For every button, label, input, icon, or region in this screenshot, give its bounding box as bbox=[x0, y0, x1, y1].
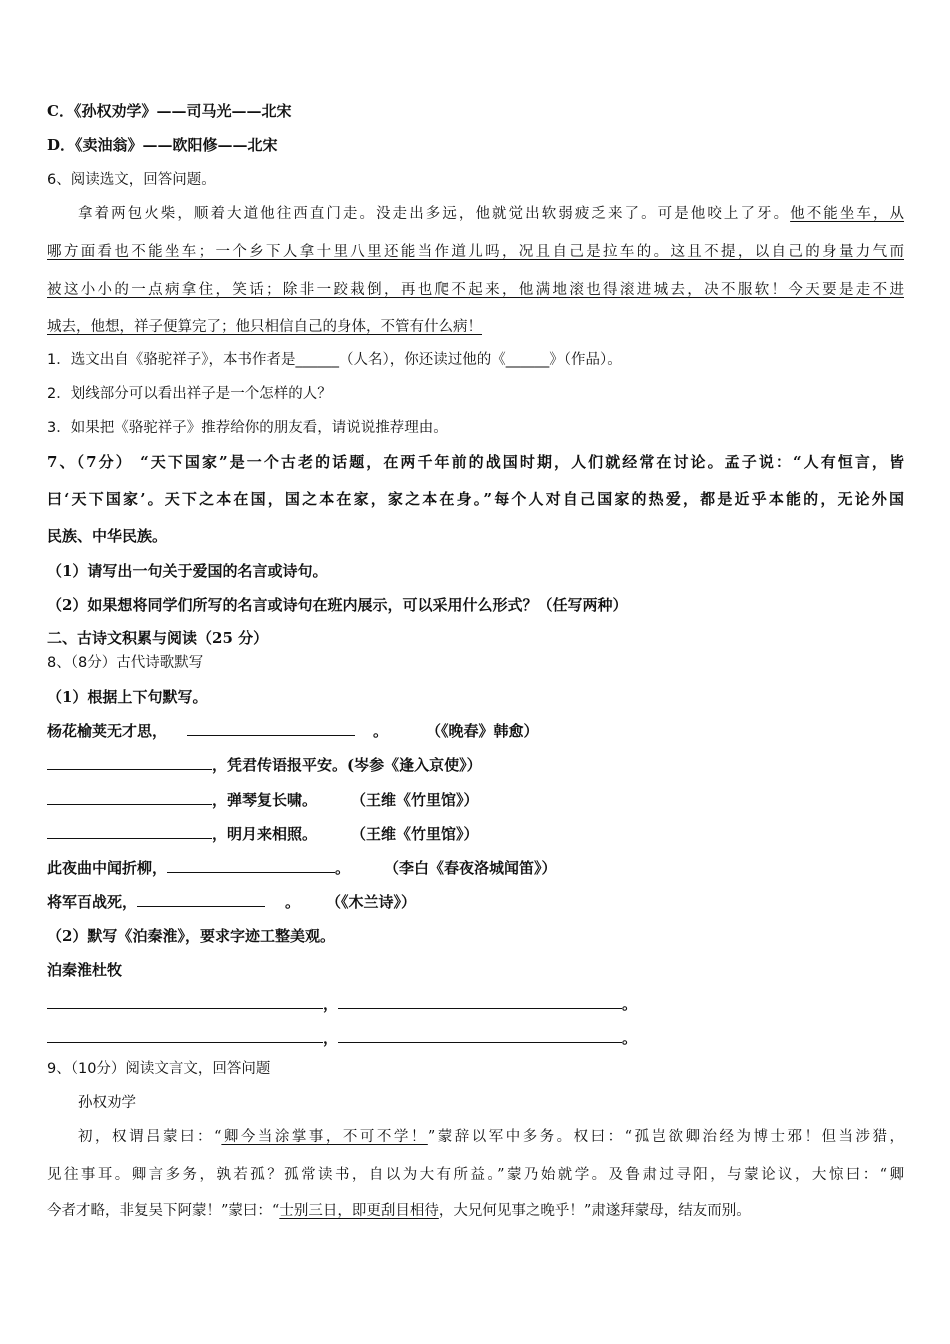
poem-line-1-source: （《晚春》韩愈） bbox=[426, 722, 539, 740]
poem-write-end-2: 。 bbox=[622, 1029, 638, 1047]
q9-passage-line-2: 见往事耳。卿言多务，孰若孤？孤常读书，自以为大有所益。”蒙乃始就学。及鲁肃过寻阳，与蒙论议，大惊曰：“卿 bbox=[47, 1167, 904, 1183]
poem-line-3-blank[interactable] bbox=[47, 789, 212, 805]
author-blank[interactable]: ______ bbox=[295, 352, 339, 368]
q8-sub-1: （1）根据上下句默写。 bbox=[47, 688, 208, 706]
poem-line-2-source: (岑参《逢入京使》） bbox=[347, 756, 482, 774]
q8-sub-2: （2）默写《泊秦淮》，要求字迹工整美观。 bbox=[47, 927, 335, 945]
q6-p1-underlined: 他不能坐车，从 bbox=[790, 206, 905, 222]
poem-line-5 bbox=[47, 857, 904, 878]
q6-sub1-text-c: 》（作品）。 bbox=[549, 352, 622, 368]
q6-sub1-text-a: 1．选文出自《骆驼祥子》，本书作者是 bbox=[47, 352, 296, 368]
poem-write-sep-2: ， bbox=[323, 1029, 339, 1047]
poem-line-6-post: 。 bbox=[285, 893, 301, 911]
poem-line-3 bbox=[47, 789, 904, 810]
q6-p2-underlined: 哪方面看也不能坐车；一个乡下人拿十里八里还能当作道儿吗，况且自己是拉车的。 bbox=[47, 244, 671, 260]
poem-line-4-blank[interactable] bbox=[47, 823, 212, 839]
poem-write-blank-1[interactable] bbox=[47, 993, 323, 1009]
poem-line-2-blank[interactable] bbox=[47, 754, 212, 770]
poem-line-5-blank[interactable] bbox=[167, 857, 335, 873]
poem-write-line-1 bbox=[47, 993, 904, 1014]
q9-p1-a: 初，权谓吕蒙曰：“ bbox=[78, 1129, 222, 1145]
q6-sub-3: 3．如果把《骆驼祥子》推荐给你的朋友看，请说说推荐理由。 bbox=[47, 420, 448, 436]
poem-write-blank-3[interactable] bbox=[47, 1027, 323, 1043]
option-c: C．《孙权劝学》——司马光——北宋 bbox=[47, 102, 292, 120]
poem-line-1-blank[interactable] bbox=[187, 720, 355, 736]
q9-p3-a: 今者才略，非复吴下阿蒙！”蒙曰：“ bbox=[47, 1203, 280, 1219]
section-2-heading: 二、古诗文积累与阅读（25 分） bbox=[47, 629, 269, 647]
q9-p1-underlined: 卿今当涂掌事，不可不学！ bbox=[221, 1129, 428, 1145]
q7-sub-1: （1）请写出一句关于爱国的名言或诗句。 bbox=[47, 562, 328, 580]
poem-write-line-2 bbox=[47, 1027, 904, 1048]
q6-passage-line-3: 被这小小的一点病拿住，笑话；除非一跤栽倒，再也爬不起来，他满地滚也得滚进城去，决不服软！今天要是走不进 bbox=[47, 282, 904, 298]
poem-line-2 bbox=[47, 754, 904, 775]
poem-line-6-blank[interactable] bbox=[137, 891, 265, 907]
poem-line-3-source: （王维《竹里馆》） bbox=[351, 791, 479, 809]
poem-write-blank-2[interactable] bbox=[338, 993, 622, 1009]
q6-sub-2: 2．划线部分可以看出祥子是一个怎样的人？ bbox=[47, 386, 332, 402]
q6-p2-plain: 这且不提，以自己的身量力气而 bbox=[670, 244, 905, 260]
poem-line-3-post: ，弹琴复长啸。 bbox=[212, 791, 318, 809]
poem-write-blank-4[interactable] bbox=[338, 1027, 622, 1043]
q9-passage-title: 孙权劝学 bbox=[78, 1095, 136, 1111]
poem-line-1-pre: 杨花榆荚无才思， bbox=[47, 722, 168, 740]
q9-passage-line-1 bbox=[78, 1127, 904, 1147]
q6-p1-plain: 拿着两包火柴，顺着大道他往西直门走。没走出多远，他就觉出软弱疲乏来了。可是他咬上了牙。 bbox=[78, 206, 791, 222]
q9-p1-b: ”蒙辞以军中多务。权曰：“孤岂欲卿治经为博士邪！但当涉猎， bbox=[427, 1129, 904, 1145]
q6-passage-line-1 bbox=[78, 204, 904, 224]
poem-line-5-pre: 此夜曲中闻折柳， bbox=[47, 859, 168, 877]
poem-title: 泊秦淮杜牧 bbox=[47, 961, 123, 979]
poem-write-end-1: 。 bbox=[622, 995, 638, 1013]
q9-passage-line-3 bbox=[47, 1201, 904, 1221]
work-blank[interactable]: ______ bbox=[505, 352, 550, 368]
q8-title: 8、（8分）古代诗歌默写 bbox=[47, 655, 204, 671]
q6-title: 6、阅读选文，回答问题。 bbox=[47, 172, 216, 188]
poem-line-4-post: ，明月来相照。 bbox=[212, 825, 318, 843]
poem-line-5-source: （李白《春夜洛城闻笛》） bbox=[384, 859, 557, 877]
q9-title: 9、（10分）阅读文言文，回答问题 bbox=[47, 1061, 271, 1077]
q6-passage-line-2 bbox=[47, 242, 904, 262]
option-d: D．《卖油翁》——欧阳修——北宋 bbox=[47, 136, 278, 154]
poem-line-6 bbox=[47, 891, 904, 912]
q9-p3-b: ，大兄何见事之晚乎！”肃遂拜蒙母，结友而别。 bbox=[438, 1203, 751, 1219]
poem-line-2-post: ，凭君传语报平安。 bbox=[212, 756, 348, 774]
poem-line-6-pre: 将军百战死， bbox=[47, 893, 138, 911]
q7-sub-2: （2）如果想将同学们所写的名言或诗句在班内展示，可以采用什么形式？（任写两种） bbox=[47, 596, 628, 614]
poem-line-6-source: （《木兰诗》） bbox=[326, 893, 417, 911]
q9-p3-underlined: 士别三日，即更刮目相待 bbox=[279, 1203, 439, 1219]
poem-line-4 bbox=[47, 823, 904, 844]
poem-line-1-post: 。 bbox=[373, 722, 389, 740]
q6-sub-1 bbox=[47, 350, 904, 370]
q6-passage-line-4: 城去，他想，祥子便算完了；他只相信自己的身体，不管有什么病！ bbox=[47, 319, 482, 335]
q6-sub1-text-b: （人名），你还读过他的《 bbox=[338, 352, 506, 368]
q7-line-1: 7、（7分） “天下国家”是一个古老的话题，在两千年前的战国时期，人们就经常在讨论。孟子说：“人有恒言，皆 bbox=[47, 453, 904, 471]
poem-line-5-post: 。 bbox=[335, 859, 351, 877]
q7-line-2: 曰‘天下国家’。天下之本在国，国之本在家，家之本在身。”每个人对自己国家的热爱，都是近乎本能的，无论外国 bbox=[47, 490, 904, 508]
poem-write-sep-1: ， bbox=[323, 995, 339, 1013]
poem-line-1 bbox=[47, 720, 904, 741]
poem-line-4-source: （王维《竹里馆》） bbox=[351, 825, 479, 843]
q7-line-3: 民族、中华民族。 bbox=[47, 527, 168, 545]
